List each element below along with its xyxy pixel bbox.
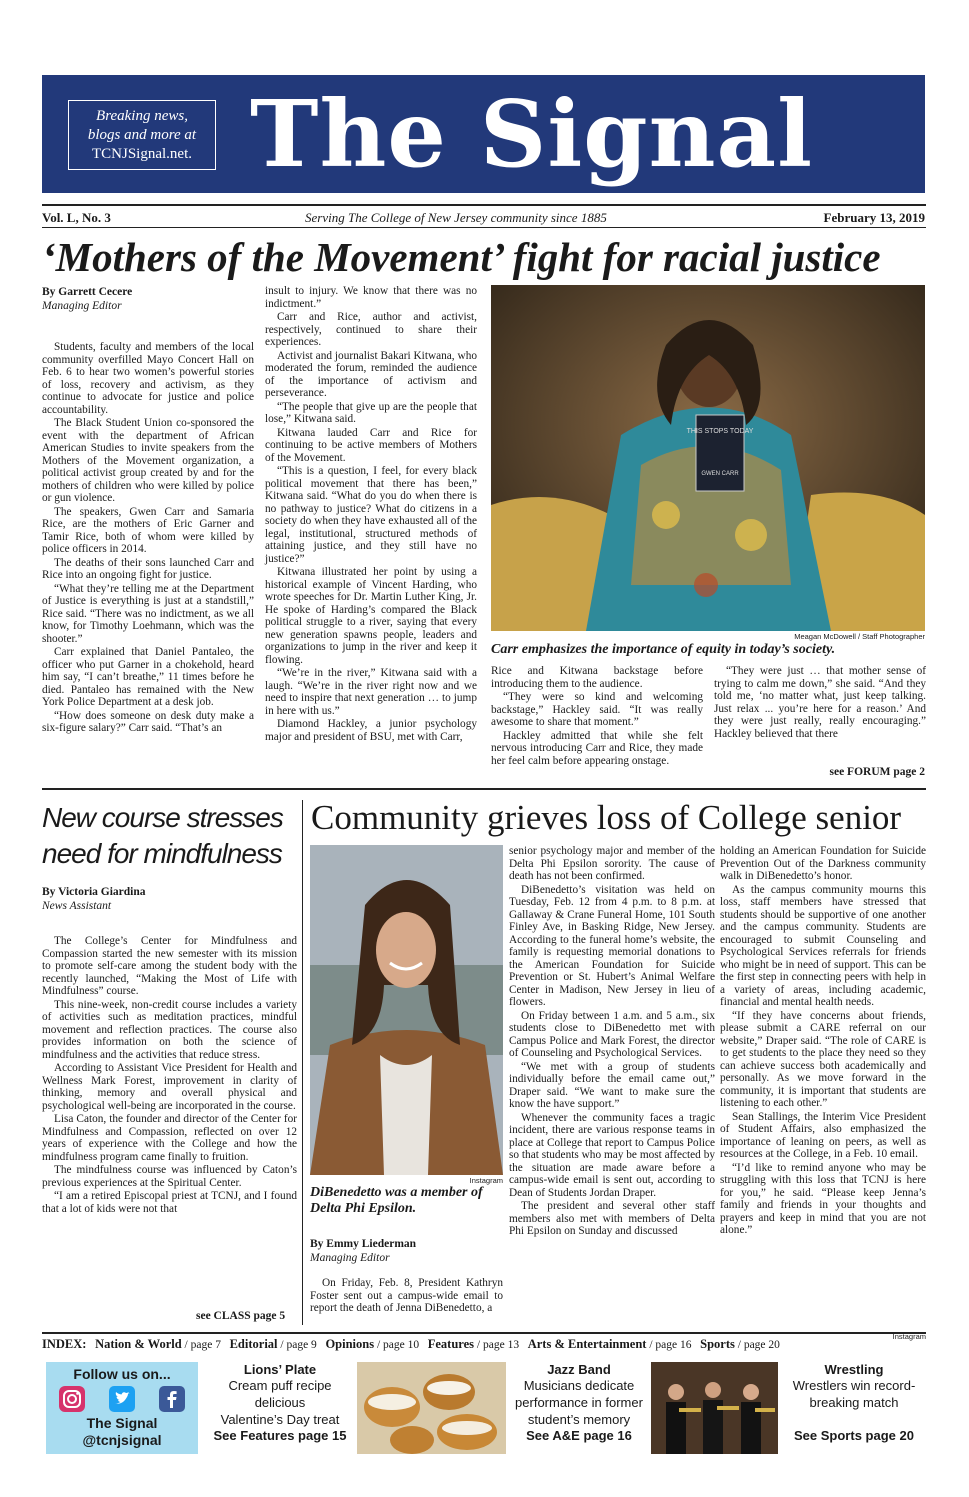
lions-plate-line-3: Valentine’s Day treat	[220, 1412, 340, 1427]
community-photo-caption: DiBenedetto was a member of Delta Phi Epsilon.	[310, 1185, 483, 1216]
column-divider	[302, 800, 303, 1325]
section-divider	[42, 788, 926, 790]
paragraph: Students, faculty and members of the local community overfilled Mayo Concert Hall on Feb. 6 to hear two women’s powerful stories of loss, recovery and activism, as they continue to advocate for justice and police accountability.	[42, 341, 254, 416]
promo-line-3: TCNJSignal.net.	[92, 146, 192, 162]
paragraph: As the campus community mourns this loss, staff members have stressed that students should be supportive of one another and the campus community. Students are encouraged to submit Counseling and Psychological Services referrals for friends who might be in need of support. This can be the first step in connecting peers with help in a variety of areas, including academic, financial and mental health needs.	[720, 883, 926, 1008]
promo-line-1: Breaking news,	[96, 108, 188, 124]
book-author: GWEN CARR	[701, 471, 739, 477]
paragraph: senior psychology major and member of the Delta Phi Epsilon sorority. The cause of death has not been confirmed.	[509, 845, 715, 882]
jazz-band-box[interactable]	[508, 1362, 650, 1454]
social-name: The Signal	[86, 1415, 158, 1431]
lead-column-4	[714, 665, 926, 741]
paragraph: On Friday, Feb. 8, President Kathryn Foster sent out a campus-wide email to report the death of Jenna DiBenedetto, a	[310, 1277, 503, 1314]
cream-puff-illustration	[357, 1362, 506, 1454]
dateline-top-rule	[42, 204, 926, 206]
lead-photo-caption: Carr emphasizes the importance of equity in today’s society.	[491, 642, 836, 657]
paragraph: Sean Stallings, the Interim Vice President of Student Affairs, also emphasized the importance of leaning on peers, as well as resources at the College, in a Feb. 10 email.	[720, 1110, 926, 1160]
lead-author-role: Managing Editor	[42, 300, 122, 312]
paragraph: Carr and Rice, author and activist, respectively, continued to share their experiences.	[265, 311, 477, 348]
paragraph: “If they have concerns about friends, please submit a CARE referral on our website,” Draper said. “The role of CARE is to get students to the place they need so they can achieve success both academically and personally. As we move forward in the community, it is important that students are listening to each other.”	[720, 1009, 926, 1109]
paragraph: insult to injury. We know that there was no indictment.”	[265, 285, 477, 310]
twitter-icon[interactable]	[109, 1386, 135, 1412]
wrestling-title: Wrestling	[824, 1362, 884, 1377]
carr-photo[interactable]	[491, 285, 925, 631]
paragraph: “We met with a group of students individually before the email came out,” Draper said. “We want to make sure the know the have support.”	[509, 1060, 715, 1110]
paragraph: The mindfulness course was influenced by Caton’s previous experiences at the Spiritual Center.	[42, 1164, 297, 1189]
paragraph: Kitwana illustrated her point by using a historical example of Vincent Harding, who wrote speeches for Dr. Martin Luther King, Jr. He spoke of Harding’s compared the Black political struggle to a river, saying that every new generation spawns people, leaders and organizations to jump in the river and keep it flowing.	[265, 566, 477, 666]
mindfulness-headline[interactable]	[42, 800, 298, 872]
paragraph: The College’s Center for Mindfulness and Compassion started the new semester with its mission to promote self-care among the student body with the recently launched, “Making the Most of Life with Mindfulness” course.	[42, 935, 297, 997]
mindfulness-author-role: News Assistant	[42, 900, 112, 912]
wrestling-box[interactable]	[782, 1362, 926, 1454]
community-column-3	[720, 845, 926, 1238]
lions-plate-line-2: delicious	[254, 1395, 306, 1410]
index-section-nation-world[interactable]: Nation & World	[95, 1337, 182, 1351]
index-photo-credit: Instagram	[892, 1332, 926, 1341]
paragraph: “I’d like to remind anyone who may be struggling with this loss that TCNJ is here for you,” he said. “Please keep Jenna’s family and friends in your thoughts and prayers and keep in mind that you are not alone.”	[720, 1161, 926, 1236]
lead-author: By Garrett Cecere	[42, 286, 133, 298]
class-jump-link[interactable]: see CLASS page 5	[196, 1310, 286, 1322]
community-headline[interactable]: Community grieves loss of College senior	[311, 798, 902, 837]
wrestling-line-1: Wrestlers win record-	[792, 1378, 916, 1393]
volume-number: Vol. L, No. 3	[42, 210, 111, 225]
dibenedetto-photo-illustration	[310, 845, 503, 1175]
section-index: INDEX: Nation & World / page 7 Editorial / page 9 Opinions / page 10 Features / page 13 Arts & Entertainment / page 16 Sports / page 20	[42, 1337, 780, 1351]
paragraph: “What they’re telling me at the Department of Justice is everything is just at a standstill,” Rice said. “There was no indictment, as we all know, for Timothy Loehmann, which was the shooter.”	[42, 582, 254, 645]
website-promo-box[interactable]	[68, 100, 216, 170]
mindfulness-headline-line-2: need for mindfulness	[42, 838, 282, 869]
paragraph: holding an American Foundation for Suicide Prevention Out of the Darkness community walk in DiBenedetto’s honor.	[720, 845, 926, 882]
index-section-features[interactable]: Features	[427, 1337, 475, 1351]
carr-photo-illustration	[491, 285, 925, 631]
paragraph: On Friday between 1 a.m. and 5 a.m., six students close to DiBenedetto met with Campus Police and Mark Forest, the director of Counseling and Psychological Services.	[509, 1009, 715, 1059]
index-page: page 16	[655, 1339, 692, 1351]
jazz-band-link[interactable]: See A&E page 16	[526, 1428, 632, 1443]
paragraph: The deaths of their sons launched Carr and Rice into an ongoing fight for justice.	[42, 556, 254, 581]
mindfulness-author: By Victoria Giardina	[42, 886, 146, 898]
paragraph: “This is a question, I feel, for every black political movement that there has been,” Kitwana said. “What do you do when there is no pathway to justice? What do citizens in a society do when they have exhausted all of the legal, institutional, structured methods of attaining justice, and they still have no justice?”	[265, 465, 477, 565]
index-page: page 20	[743, 1339, 780, 1351]
tagline: Serving The College of New Jersey community since 1885	[305, 210, 607, 225]
lead-column-2	[265, 285, 477, 744]
facebook-icon[interactable]	[159, 1386, 185, 1412]
paragraph: Whenever the community faces a tragic incident, there are various response teams in place at College that report to Campus Police so that students who may be most affected by the situation are made aware before a campus-wide email is sent out, according to Dean of Students Jordan Draper.	[509, 1111, 715, 1199]
paragraph: Kitwana lauded Carr and Rice for continuing to be active members of Mothers of the Movement.	[265, 426, 477, 464]
community-column-1	[310, 1237, 503, 1316]
wrestling-link[interactable]: See Sports page 20	[794, 1428, 914, 1443]
lead-column-1	[42, 285, 254, 736]
index-page: page 9	[286, 1339, 317, 1351]
paragraph: DiBenedetto’s visitation was held on Tuesday, Feb. 12 from 4 p.m. to 8 p.m. at Gallaway & Crane Funeral Home, 101 South Finley Ave, in Basking Ridge, New Jersey. According to the funeral home’s website, the family is requesting memorial donations to the American Foundation for Suicide Prevention or St. Hubert’s Animal Welfare Center in Madison, New Jersey in lieu of flowers.	[509, 883, 715, 1008]
lead-column-3	[491, 665, 703, 768]
mindfulness-column	[42, 885, 297, 1216]
paragraph: Hackley admitted that while she felt nervous introducing Carr and Rice, they made her feel calm before appearing onstage.	[491, 729, 703, 767]
paragraph: “The people that give up are the people that lose,” Kitwana said.	[265, 400, 477, 425]
paragraph: The speakers, Gwen Carr and Samaria Rice, are the mothers of Eric Garner and Tamir Rice, both of whom were killed by police officers in 2014.	[42, 505, 254, 555]
index-top-rule	[42, 1332, 926, 1334]
paragraph: Rice and Kitwana backstage before introducing them to the audience.	[491, 665, 703, 690]
promo-line-2: blogs and more at	[87, 127, 197, 143]
lead-photo-credit: Meagan McDowell / Staff Photographer	[794, 632, 925, 641]
paragraph: “They were so kind and welcoming backstage,” Hackley said. “It was really awesome to share that moment.”	[491, 691, 703, 728]
paragraph: Activist and journalist Bakari Kitwana, who moderated the forum, reminded the audience of the importance of activism and perseverance.	[265, 349, 477, 399]
paragraph: Lisa Caton, the founder and director of the Center for Mindfulness and Compassion, reflected on over 12 years of experience with the College and how the mindfulness program came finally to fruition.	[42, 1113, 297, 1163]
paragraph: This nine-week, non-credit course includes a variety of activities such as meditation practices, mindful movement and reflection practices. The course also provides information on both the science of mindfulness and the activities that reduce stress.	[42, 998, 297, 1061]
paragraph: “They were just … that mother sense of trying to calm me down,” she said. “And they told me, ‘no matter what, just keep talking. Just relax ... you’re here for a reason.’ And they were just really, really encouraging.” Hackley believed that there	[714, 665, 926, 740]
issue-date: February 13, 2019	[823, 210, 925, 225]
jazz-band-title: Jazz Band	[547, 1362, 611, 1377]
index-section-editorial[interactable]: Editorial	[229, 1337, 278, 1351]
index-page: page 13	[483, 1339, 520, 1351]
lions-plate-line-1: Cream puff recipe	[228, 1378, 332, 1393]
trumpet-players-illustration	[651, 1362, 778, 1454]
lions-plate-link[interactable]: See Features page 15	[213, 1428, 347, 1443]
index-page: page 10	[383, 1339, 420, 1351]
book-title: THIS STOPS TODAY	[686, 428, 754, 435]
paragraph: The Black Student Union co-sponsored the event with the department of African American Studies to invite speakers from the Mothers of the Movement organization, a political activist group created by and for the mothers of children who were killed by police or gun violence.	[42, 417, 254, 504]
paragraph: “How does someone on desk duty make a six-figure salary?” Carr said. “That’s an	[42, 709, 254, 734]
book-cover	[696, 415, 744, 491]
jazz-band-line-2: performance in former	[515, 1395, 643, 1410]
cream-puff-photo[interactable]	[357, 1362, 506, 1454]
index-page: page 7	[190, 1339, 221, 1351]
paragraph: “I am a retired Episcopal priest at TCNJ, and I found that a lot of kids were not that	[42, 1190, 297, 1215]
social-handle[interactable]: @tcnjsignal	[82, 1432, 162, 1448]
community-photo-credit: Instagram	[469, 1176, 503, 1185]
social-title: Follow us on...	[73, 1366, 171, 1382]
paragraph: The president and several other staff members also met with members of Delta Phi Epsilon on Sunday and discussed	[509, 1200, 715, 1237]
index-section-opinions[interactable]: Opinions	[325, 1337, 375, 1351]
paragraph: According to Assistant Vice President for Health and Wellness Mark Forest, improvement in clarity of thinking, memory and overall physical and psychological well-being are incorporated in the course.	[42, 1062, 297, 1112]
community-author-role: Managing Editor	[310, 1252, 390, 1264]
paragraph: “We’re in the river,” Kitwana said with a laugh. “We’re in the river right now and we need to inspire that next generation … to jump in here with us.”	[265, 667, 477, 717]
social-box[interactable]	[46, 1362, 198, 1454]
instagram-icon[interactable]	[59, 1386, 85, 1412]
lions-plate-title: Lions’ Plate	[243, 1362, 317, 1377]
paragraph: Carr explained that Daniel Pantaleo, the officer who put Garner in a chokehold, heard him say, “I can’t breathe,” 11 times before he died. Pantaleo has remained with the New York Police Department at a desk job.	[42, 646, 254, 708]
lions-plate-box[interactable]	[206, 1362, 354, 1454]
community-author: By Emmy Liederman	[310, 1238, 417, 1250]
dateline-bottom-rule	[42, 227, 926, 228]
social-icons	[46, 1386, 198, 1412]
mindfulness-headline-line-1: New course stresses	[42, 802, 283, 833]
jazz-band-photo[interactable]	[651, 1362, 778, 1454]
index-label: INDEX:	[42, 1337, 87, 1351]
index-section-arts[interactable]: Arts & Entertainment	[527, 1337, 647, 1351]
community-column-2	[509, 845, 715, 1239]
jazz-band-line-1: Musicians dedicate	[523, 1378, 635, 1393]
jazz-band-line-3: student’s memory	[527, 1412, 631, 1427]
index-section-sports[interactable]: Sports	[700, 1337, 735, 1351]
forum-jump-link[interactable]: see FORUM page 2	[829, 766, 925, 778]
dibenedetto-photo[interactable]	[310, 845, 503, 1175]
wrestling-line-2: breaking match	[809, 1395, 899, 1410]
paragraph: Diamond Hackley, a junior psychology major and president of BSU, met with Carr,	[265, 718, 477, 743]
lead-headline[interactable]: ‘Mothers of the Movement’ fight for racial justice	[42, 234, 881, 280]
newspaper-logo: The Signal	[250, 80, 814, 188]
